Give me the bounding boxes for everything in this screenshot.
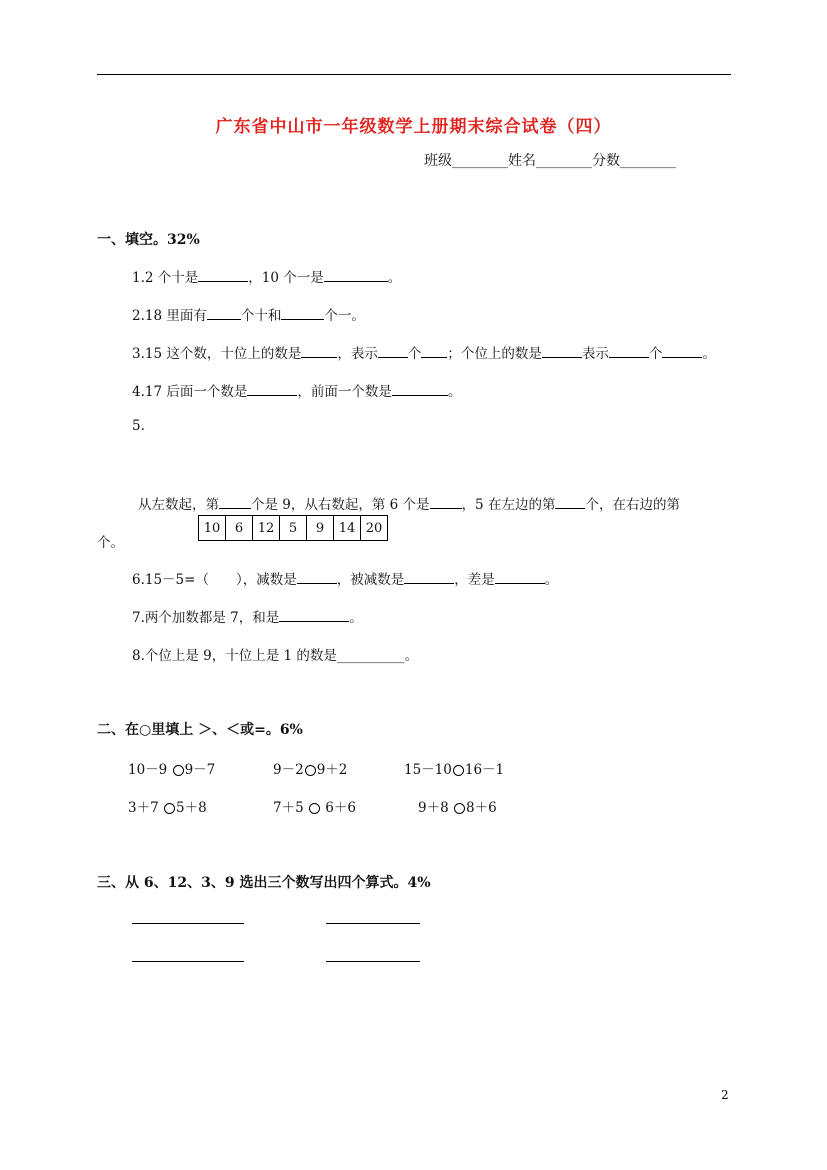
student-info-line: 班级________姓名________分数________: [424, 153, 676, 169]
answer-line[interactable]: [132, 923, 244, 924]
compare-left: 9－2: [273, 762, 304, 778]
section2-heading: 二、在○里填上 ＞、＜或=。6%: [97, 722, 303, 738]
question-6: [132, 568, 558, 588]
compare-item: [128, 796, 207, 816]
q5-text-a: 从左数起，第: [138, 497, 219, 513]
compare-left: 7＋5: [273, 800, 308, 816]
question-5-label: 5.: [132, 418, 145, 434]
page-title: 广东省中山市一年级数学上册期末综合试卷（四）: [215, 117, 612, 137]
q4-blank-1[interactable]: [247, 381, 297, 396]
q3-blank-5[interactable]: [609, 343, 649, 358]
q2-text-a: 2.18 里面有: [132, 308, 207, 324]
number-cell: 9: [307, 516, 334, 541]
q3-blank-4[interactable]: [542, 343, 582, 358]
compare-item: [404, 758, 504, 778]
question-5-tail: 个。: [97, 535, 124, 551]
number-cell: 5: [280, 516, 307, 541]
q5-blank-2[interactable]: [430, 494, 462, 509]
q3-text-g: 。: [702, 346, 716, 362]
number-cell: 20: [361, 516, 388, 541]
compare-left: 3＋7: [128, 800, 163, 816]
q3-text-e: 表示: [581, 346, 609, 362]
q3-text-c: 个: [407, 346, 422, 362]
q7-text-b: 。: [349, 610, 363, 626]
q6-blank-3[interactable]: [495, 569, 545, 584]
compare-right: 16－1: [464, 762, 505, 778]
compare-left: 9＋8: [418, 800, 453, 816]
q5-text-d: 个，在右边的第: [585, 497, 680, 513]
page-number: 2: [721, 1088, 729, 1102]
q3-blank-6[interactable]: [662, 343, 702, 358]
q4-text-b: ，前面一个数是: [297, 384, 392, 400]
section3-heading: 三、从 6、12、3、9 选出三个数写出四个算式。4%: [97, 875, 431, 891]
number-cell: 14: [334, 516, 361, 541]
compare-item: [273, 758, 347, 778]
q8-text-a: 8.个位上是 9，十位上是 1 的数是: [132, 648, 337, 664]
q1-blank-2[interactable]: [324, 267, 388, 282]
number-sequence-table: [198, 515, 388, 541]
q5-blank-3[interactable]: [555, 494, 585, 509]
q6-blank-1[interactable]: [297, 569, 337, 584]
compare-circle[interactable]: [309, 803, 320, 814]
compare-item: [128, 758, 215, 778]
q6-text-d: 。: [544, 572, 559, 588]
q6-text-b: ，被减数是: [336, 572, 405, 588]
q3-blank-1[interactable]: [301, 343, 337, 358]
compare-right: 8＋6: [465, 800, 497, 816]
question-4: [132, 380, 461, 400]
q8-blank-1[interactable]: __________: [336, 648, 405, 664]
question-5: [138, 493, 680, 513]
number-cell: 6: [226, 516, 253, 541]
question-8: [132, 644, 418, 664]
compare-circle[interactable]: [173, 765, 184, 776]
question-1: [132, 266, 401, 286]
compare-circle[interactable]: [164, 803, 175, 814]
compare-right: 9－7: [184, 762, 216, 778]
compare-circle[interactable]: [305, 765, 316, 776]
compare-left: 10－9: [128, 762, 172, 778]
compare-right: 5＋8: [175, 800, 207, 816]
compare-right: 6＋6: [320, 800, 356, 816]
q3-text-f: 个: [648, 346, 663, 362]
q1-blank-1[interactable]: [198, 267, 248, 282]
question-7: [132, 606, 363, 626]
q2-text-c: 个一。: [324, 308, 365, 324]
compare-left: 15－10: [404, 762, 452, 778]
q4-blank-2[interactable]: [392, 381, 448, 396]
q1-text-c: 。: [387, 270, 402, 286]
q3-text-d: ；个位上的数是: [447, 346, 542, 362]
q2-text-b: 个十和: [240, 308, 282, 324]
q3-blank-3[interactable]: [421, 343, 447, 358]
q6-text-a: 6.15－5=（ ），减数是: [132, 572, 297, 588]
q5-text-b: 个是 9，从右数起，第 6 个是: [251, 497, 430, 513]
q3-blank-2[interactable]: [378, 343, 408, 358]
q6-blank-2[interactable]: [404, 569, 454, 584]
answer-line[interactable]: [326, 923, 420, 924]
q4-text-a: 4.17 后面一个数是: [132, 384, 248, 400]
q6-text-c: ，差是: [454, 572, 495, 588]
q8-text-c: 。: [404, 648, 418, 664]
compare-circle[interactable]: [453, 765, 464, 776]
answer-line[interactable]: [326, 961, 420, 962]
compare-item: [418, 796, 497, 816]
question-3: [132, 342, 716, 362]
q5-text-c: ，5 在左边的第: [461, 497, 556, 513]
compare-circle[interactable]: [454, 803, 465, 814]
q4-text-c: 。: [447, 384, 462, 400]
q7-blank-1[interactable]: [279, 607, 349, 622]
q3-text-b: ，表示: [337, 346, 378, 362]
number-cell: 10: [199, 516, 226, 541]
question-2: [132, 304, 365, 324]
q5-blank-1[interactable]: [219, 494, 251, 509]
compare-right: 9＋2: [316, 762, 348, 778]
q1-text-a: 1.2 个十是: [132, 270, 199, 286]
compare-item: [273, 796, 356, 816]
q2-blank-2[interactable]: [281, 305, 324, 320]
answer-line[interactable]: [132, 961, 244, 962]
header-rule: [97, 74, 731, 75]
q1-text-b: ，10 个一是: [248, 270, 324, 286]
q2-blank-1[interactable]: [207, 305, 241, 320]
section1-heading: 一、填空。32%: [97, 232, 200, 248]
q7-text-a: 7.两个加数都是 7，和是: [132, 610, 280, 626]
number-cell: 12: [253, 516, 280, 541]
q3-text-a: 3.15 这个数，十位上的数是: [132, 346, 302, 362]
